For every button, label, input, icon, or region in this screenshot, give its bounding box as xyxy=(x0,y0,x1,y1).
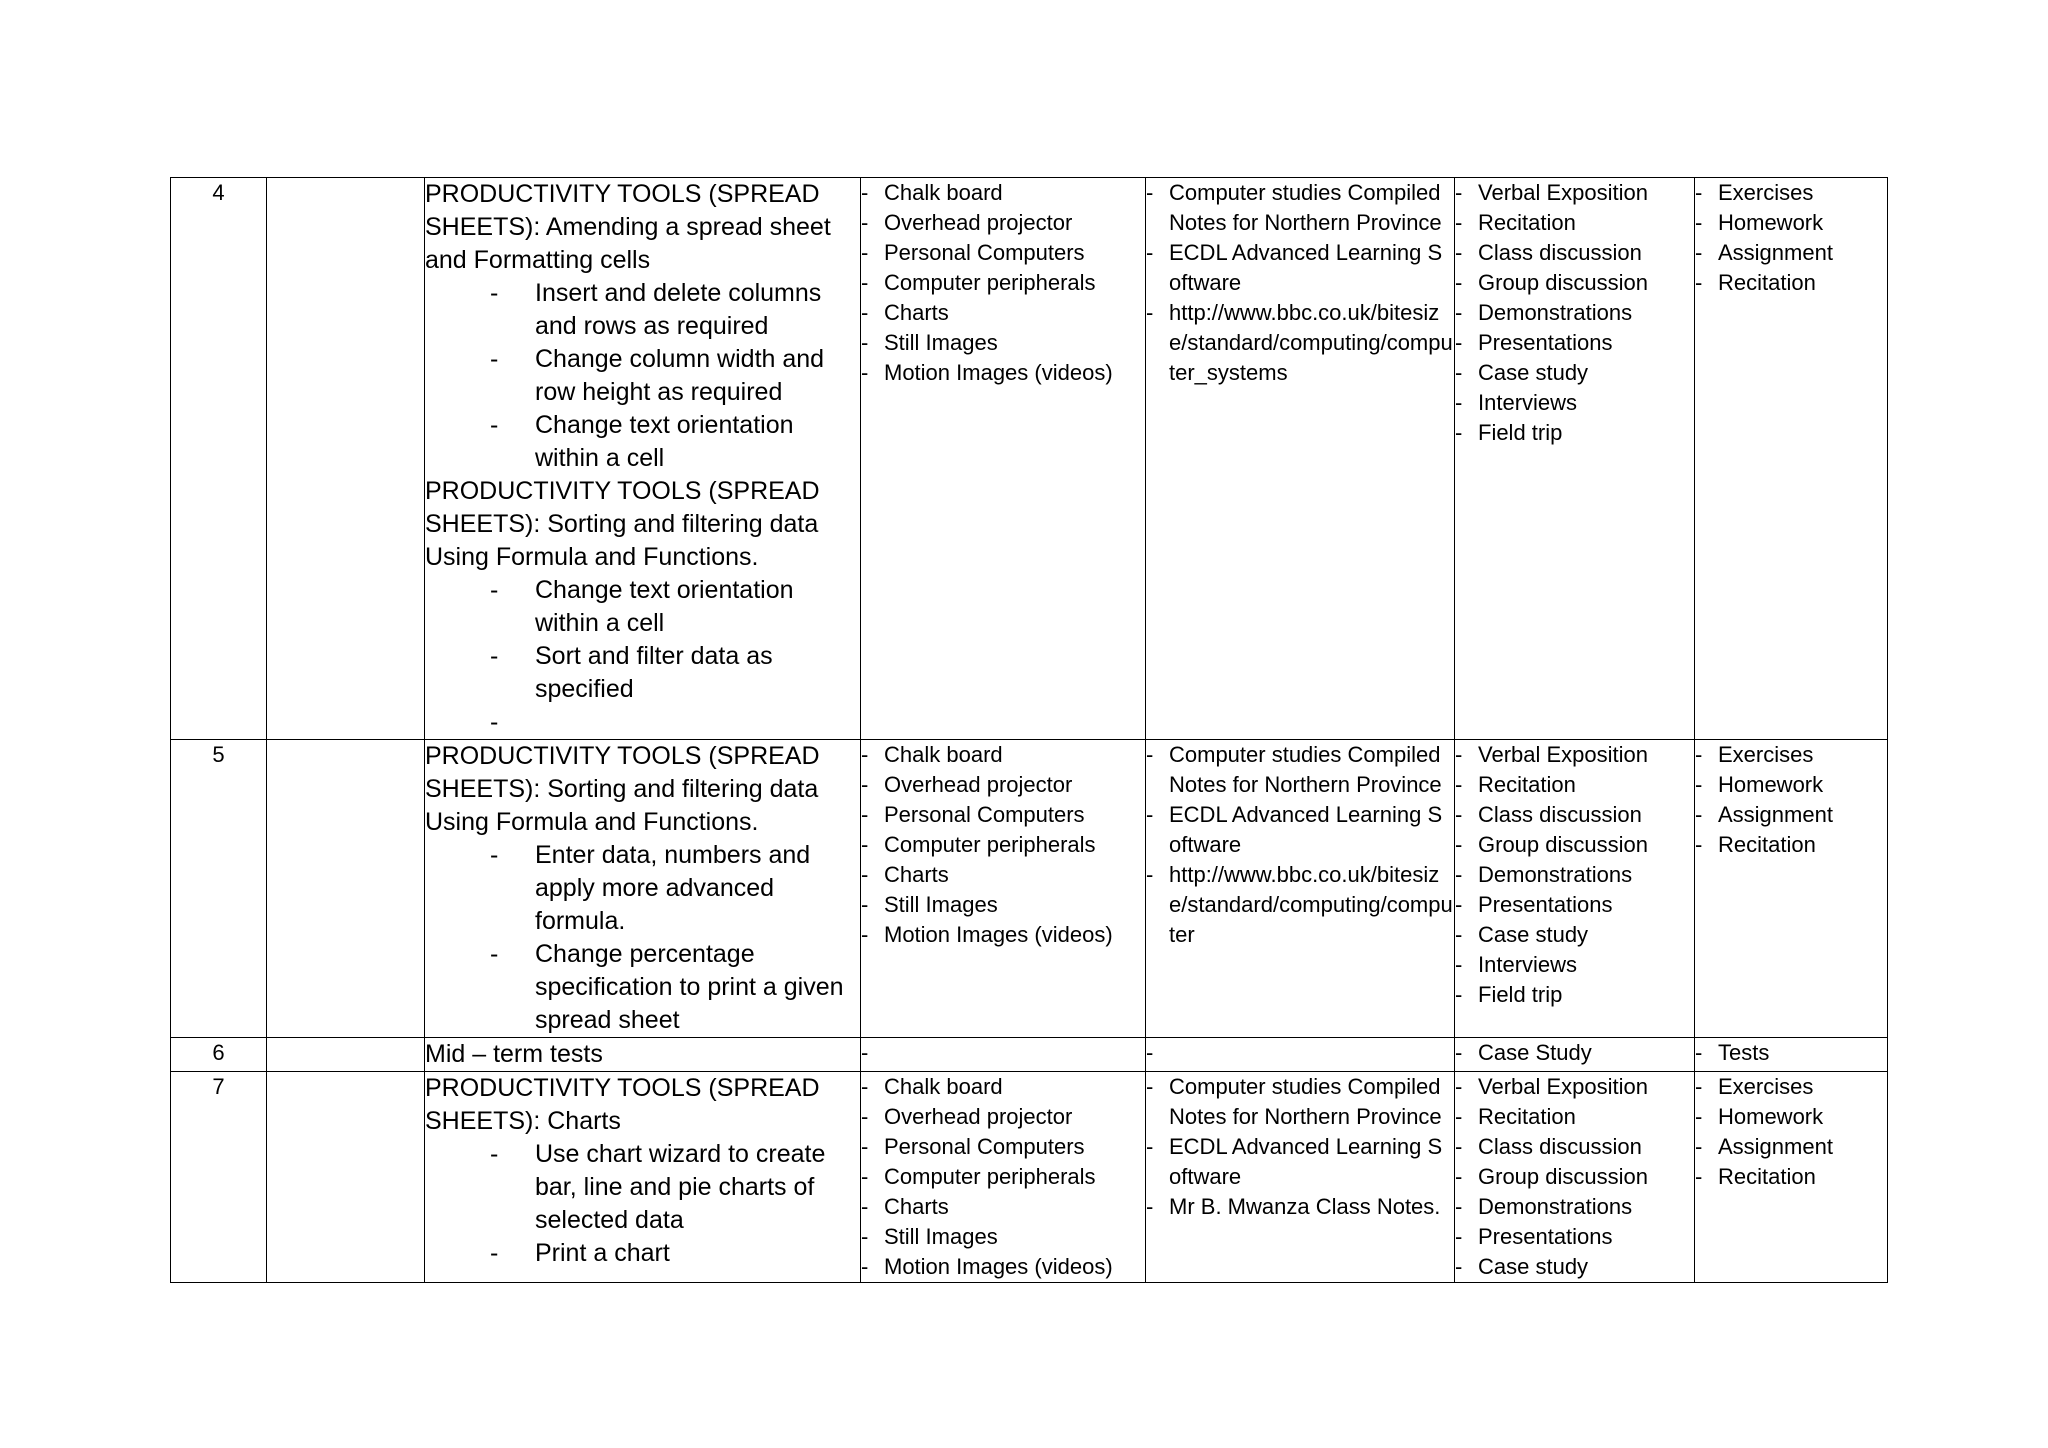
bullet-dash: - xyxy=(1455,390,1463,415)
method-item xyxy=(1455,208,1694,238)
subtopic-text: Change percentage specification to print a given spread sheet xyxy=(535,940,844,1034)
bullet-dash: - xyxy=(1455,772,1463,797)
bullet-dash: - xyxy=(490,841,499,869)
teaching-aid-item xyxy=(861,1132,1145,1162)
teaching-aid-item-text: Computer peripherals xyxy=(884,270,1096,295)
subtopic-text: Print a chart xyxy=(535,1239,670,1267)
reference-item-text: Mr B. Mwanza Class Notes. xyxy=(1169,1194,1441,1219)
bullet-dash: - xyxy=(861,1254,869,1279)
reference-item-text: ECDL Advanced Learning Software xyxy=(1169,1134,1443,1189)
method-item xyxy=(1455,1038,1694,1068)
assessment-item xyxy=(1695,238,1887,268)
bullet-dash: - xyxy=(861,300,869,325)
bullet-dash: - xyxy=(1695,1040,1703,1065)
bullet-dash: - xyxy=(1455,1134,1463,1159)
bullet-dash: - xyxy=(1455,180,1463,205)
assessment-item-text: Tests xyxy=(1718,1040,1770,1065)
method-item xyxy=(1455,358,1694,388)
bullet-dash: - xyxy=(1146,742,1154,767)
bullet-dash: - xyxy=(490,1239,499,1267)
date-cell xyxy=(267,1038,425,1072)
teaching-aid-item xyxy=(861,1162,1145,1192)
bullet-dash: - xyxy=(1695,240,1703,265)
reference-item-text: http://www.bbc.co.uk/bitesize/standard/computing/computer_systems xyxy=(1169,300,1453,385)
bullet-dash: - xyxy=(490,279,499,307)
method-item-text: Presentations xyxy=(1478,330,1613,355)
method-item xyxy=(1455,860,1694,890)
week-cell: 5 xyxy=(171,740,267,1038)
teaching-aid-item xyxy=(861,800,1145,830)
teaching-aid-item xyxy=(861,890,1145,920)
teaching-aid-item-text: Computer peripherals xyxy=(884,1164,1096,1189)
teaching-aid-item xyxy=(861,1252,1145,1282)
method-item-text: Class discussion xyxy=(1478,802,1642,827)
teaching-aid-item-text: Personal Computers xyxy=(884,240,1085,265)
method-item-text: Field trip xyxy=(1478,420,1563,445)
teaching-aid-item-text: Motion Images (videos) xyxy=(884,1254,1113,1279)
reference-item xyxy=(1146,1192,1454,1222)
bullet-dash: - xyxy=(861,802,869,827)
bullet-dash: - xyxy=(1455,1104,1463,1129)
bullet-dash: - xyxy=(1695,210,1703,235)
method-item-text: Demonstrations xyxy=(1478,1194,1633,1219)
teaching-aid-item xyxy=(861,1038,1145,1068)
method-item xyxy=(1455,890,1694,920)
subtopic-item xyxy=(425,1138,860,1237)
teaching-aid-item xyxy=(861,238,1145,268)
teaching-aids-cell xyxy=(861,740,1146,1038)
bullet-dash: - xyxy=(861,240,869,265)
teaching-aid-item-text xyxy=(884,1038,1145,1068)
bullet-dash: - xyxy=(1146,1194,1154,1219)
bullet-dash: - xyxy=(1455,360,1463,385)
subtopic-item xyxy=(425,574,860,640)
bullet-dash: - xyxy=(1455,802,1463,827)
assessment-item-text: Homework xyxy=(1718,772,1824,797)
bullet-dash: - xyxy=(490,411,499,439)
method-item-text: Case study xyxy=(1478,922,1589,947)
bullet-dash: - xyxy=(1455,270,1463,295)
method-item-text: Group discussion xyxy=(1478,1164,1648,1189)
teaching-aid-item xyxy=(861,298,1145,328)
teaching-aid-item-text: Chalk board xyxy=(884,180,1003,205)
reference-item xyxy=(1146,1038,1454,1068)
bullet-dash: - xyxy=(490,345,499,373)
method-item xyxy=(1455,1162,1694,1192)
reference-item-text: Computer studies Compiled Notes for Northern Province xyxy=(1169,180,1442,235)
bullet-dash: - xyxy=(861,1194,869,1219)
reference-item-text xyxy=(1169,1038,1454,1068)
teaching-aid-item xyxy=(861,1192,1145,1222)
assessment-cell xyxy=(1695,178,1888,740)
method-item xyxy=(1455,800,1694,830)
bullet-dash: - xyxy=(1146,300,1154,325)
assessment-item-text: Exercises xyxy=(1718,1074,1814,1099)
reference-item xyxy=(1146,298,1454,388)
assessment-item-text: Recitation xyxy=(1718,1164,1816,1189)
teaching-aid-item-text: Overhead projector xyxy=(884,210,1073,235)
reference-item-text: http://www.bbc.co.uk/bitesize/standard/computing/computer xyxy=(1169,862,1453,947)
topic-text: PRODUCTIVITY TOOLS (SPREAD SHEETS): Sorting and filtering data Using Formula and Functions. xyxy=(425,742,820,836)
bullet-dash: - xyxy=(861,360,869,385)
table-row xyxy=(171,1072,1888,1283)
subtopic-text: Change text orientation within a cell xyxy=(535,411,794,472)
week-cell: 6 xyxy=(171,1038,267,1072)
assessment-cell xyxy=(1695,740,1888,1038)
bullet-dash: - xyxy=(1455,420,1463,445)
reference-item xyxy=(1146,238,1454,298)
method-item xyxy=(1455,740,1694,770)
teaching-aids-cell xyxy=(861,1038,1146,1072)
method-item-text: Class discussion xyxy=(1478,240,1642,265)
bullet-dash: - xyxy=(1695,1074,1703,1099)
method-item xyxy=(1455,1132,1694,1162)
assessment-item xyxy=(1695,208,1887,238)
bullet-dash: - xyxy=(1695,832,1703,857)
method-item xyxy=(1455,298,1694,328)
assessment-item xyxy=(1695,1072,1887,1102)
assessment-item xyxy=(1695,178,1887,208)
teaching-aid-item-text: Chalk board xyxy=(884,1074,1003,1099)
teaching-aid-item-text: Still Images xyxy=(884,1224,998,1249)
bullet-dash: - xyxy=(1455,892,1463,917)
references-cell xyxy=(1146,178,1455,740)
teaching-aid-item xyxy=(861,328,1145,358)
references-cell xyxy=(1146,740,1455,1038)
reference-item xyxy=(1146,800,1454,860)
subtopic-text xyxy=(535,706,860,739)
method-item xyxy=(1455,770,1694,800)
bullet-dash: - xyxy=(1455,330,1463,355)
bullet-dash: - xyxy=(861,892,869,917)
week-cell: 7 xyxy=(171,1072,267,1283)
method-item-text: Verbal Exposition xyxy=(1478,742,1648,767)
bullet-dash: - xyxy=(1455,982,1463,1007)
bullet-dash: - xyxy=(861,1164,869,1189)
bullet-dash: - xyxy=(1455,300,1463,325)
bullet-dash: - xyxy=(1455,1194,1463,1219)
subtopic-item xyxy=(425,1237,860,1270)
bullet-dash: - xyxy=(1146,862,1154,887)
bullet-dash: - xyxy=(861,1074,869,1099)
method-item-text: Case Study xyxy=(1478,1040,1592,1065)
teaching-aid-item xyxy=(861,268,1145,298)
subtopic-item xyxy=(425,277,860,343)
reference-item xyxy=(1146,1132,1454,1192)
bullet-dash: - xyxy=(1455,1074,1463,1099)
teaching-aid-item-text: Motion Images (videos) xyxy=(884,360,1113,385)
bullet-dash: - xyxy=(1455,742,1463,767)
method-item-text: Field trip xyxy=(1478,982,1563,1007)
method-item-text: Recitation xyxy=(1478,210,1576,235)
method-item xyxy=(1455,1252,1694,1282)
bullet-dash: - xyxy=(861,270,869,295)
table-row xyxy=(171,1038,1888,1072)
methods-cell xyxy=(1455,1038,1695,1072)
bullet-dash: - xyxy=(1455,1164,1463,1189)
method-item xyxy=(1455,1102,1694,1132)
teaching-aid-item-text: Personal Computers xyxy=(884,1134,1085,1159)
teaching-aid-item-text: Chalk board xyxy=(884,742,1003,767)
bullet-dash: - xyxy=(1695,1104,1703,1129)
bullet-dash: - xyxy=(1455,1224,1463,1249)
bullet-dash: - xyxy=(861,742,869,767)
method-item-text: Class discussion xyxy=(1478,1134,1642,1159)
assessment-item-text: Assignment xyxy=(1718,240,1833,265)
method-item-text: Presentations xyxy=(1478,892,1613,917)
bullet-dash: - xyxy=(1695,772,1703,797)
bullet-dash: - xyxy=(1455,922,1463,947)
teaching-aid-item-text: Computer peripherals xyxy=(884,832,1096,857)
bullet-dash: - xyxy=(1146,240,1154,265)
method-item-text: Case study xyxy=(1478,360,1589,385)
methods-cell xyxy=(1455,1072,1695,1283)
bullet-dash: - xyxy=(1695,1134,1703,1159)
reference-item-text: Computer studies Compiled Notes for Northern Province xyxy=(1169,742,1442,797)
assessment-item xyxy=(1695,830,1887,860)
table-row xyxy=(171,178,1888,740)
method-item xyxy=(1455,268,1694,298)
topic-text: Mid – term tests xyxy=(425,1040,603,1068)
method-item xyxy=(1455,980,1694,1010)
references-cell xyxy=(1146,1072,1455,1283)
method-item xyxy=(1455,178,1694,208)
method-item-text: Verbal Exposition xyxy=(1478,1074,1648,1099)
bullet-dash: - xyxy=(1146,180,1154,205)
bullet-dash: - xyxy=(861,772,869,797)
teaching-aid-item xyxy=(861,860,1145,890)
bullet-dash: - xyxy=(490,708,499,736)
subtopic-item xyxy=(425,409,860,475)
topic-cell xyxy=(425,178,861,740)
reference-item xyxy=(1146,1072,1454,1132)
assessment-item xyxy=(1695,1102,1887,1132)
bullet-dash: - xyxy=(490,940,499,968)
teaching-aid-item-text: Still Images xyxy=(884,330,998,355)
bullet-dash: - xyxy=(1455,210,1463,235)
bullet-dash: - xyxy=(861,1134,869,1159)
assessment-cell xyxy=(1695,1038,1888,1072)
assessment-item-text: Homework xyxy=(1718,210,1824,235)
method-item xyxy=(1455,1192,1694,1222)
assessment-item xyxy=(1695,1132,1887,1162)
bullet-dash: - xyxy=(490,576,499,604)
bullet-dash: - xyxy=(490,642,499,670)
method-item-text: Demonstrations xyxy=(1478,862,1633,887)
assessment-item xyxy=(1695,268,1887,298)
bullet-dash: - xyxy=(1695,270,1703,295)
table-row xyxy=(171,740,1888,1038)
assessment-item-text: Homework xyxy=(1718,1104,1824,1129)
teaching-aids-cell xyxy=(861,178,1146,740)
bullet-dash: - xyxy=(1455,1254,1463,1279)
teaching-aids-cell xyxy=(861,1072,1146,1283)
subtopic-text: Sort and filter data as specified xyxy=(535,642,773,703)
reference-item-text: ECDL Advanced Learning Software xyxy=(1169,240,1443,295)
teaching-aid-item xyxy=(861,830,1145,860)
bullet-dash: - xyxy=(1695,742,1703,767)
bullet-dash: - xyxy=(1146,1074,1154,1099)
teaching-aid-item-text: Charts xyxy=(884,300,949,325)
subtopic-text: Change column width and row height as required xyxy=(535,345,825,406)
teaching-aid-item xyxy=(861,1072,1145,1102)
bullet-dash: - xyxy=(861,1040,869,1065)
bullet-dash: - xyxy=(1455,240,1463,265)
teaching-aid-item xyxy=(861,740,1145,770)
bullet-dash: - xyxy=(1455,862,1463,887)
assessment-item-text: Assignment xyxy=(1718,802,1833,827)
method-item-text: Verbal Exposition xyxy=(1478,180,1648,205)
method-item xyxy=(1455,328,1694,358)
date-cell xyxy=(267,1072,425,1283)
subtopic-item xyxy=(425,839,860,938)
teaching-aid-item-text: Personal Computers xyxy=(884,802,1085,827)
topic-cell xyxy=(425,1038,861,1072)
bullet-dash: - xyxy=(1455,832,1463,857)
topic-text: PRODUCTIVITY TOOLS (SPREAD SHEETS): Amending a spread sheet and Formatting cells xyxy=(425,180,831,274)
reference-item-text: Computer studies Compiled Notes for Northern Province xyxy=(1169,1074,1442,1129)
assessment-item xyxy=(1695,740,1887,770)
method-item xyxy=(1455,388,1694,418)
methods-cell xyxy=(1455,178,1695,740)
method-item xyxy=(1455,830,1694,860)
method-item-text: Interviews xyxy=(1478,952,1578,977)
bullet-dash: - xyxy=(861,862,869,887)
method-item-text: Group discussion xyxy=(1478,832,1648,857)
references-cell xyxy=(1146,1038,1455,1072)
teaching-aid-item-text: Overhead projector xyxy=(884,1104,1073,1129)
teaching-aid-item xyxy=(861,1102,1145,1132)
bullet-dash: - xyxy=(1146,1040,1154,1065)
bullet-dash: - xyxy=(861,180,869,205)
bullet-dash: - xyxy=(861,1104,869,1129)
assessment-item-text: Recitation xyxy=(1718,270,1816,295)
bullet-dash: - xyxy=(1695,802,1703,827)
assessment-item xyxy=(1695,770,1887,800)
scheme-of-work-table xyxy=(170,177,1888,1283)
topic-cell xyxy=(425,1072,861,1283)
teaching-aid-item xyxy=(861,358,1145,388)
reference-item-text: ECDL Advanced Learning Software xyxy=(1169,802,1443,857)
assessment-cell xyxy=(1695,1072,1888,1283)
teaching-aid-item xyxy=(861,920,1145,950)
assessment-item xyxy=(1695,1162,1887,1192)
topic-cell xyxy=(425,740,861,1038)
method-item-text: Interviews xyxy=(1478,390,1578,415)
bullet-dash: - xyxy=(490,1140,499,1168)
method-item xyxy=(1455,1072,1694,1102)
assessment-item xyxy=(1695,800,1887,830)
bullet-dash: - xyxy=(861,922,869,947)
methods-cell xyxy=(1455,740,1695,1038)
date-cell xyxy=(267,178,425,740)
bullet-dash: - xyxy=(861,832,869,857)
teaching-aid-item-text: Overhead projector xyxy=(884,772,1073,797)
bullet-dash: - xyxy=(1695,1164,1703,1189)
bullet-dash: - xyxy=(1695,180,1703,205)
reference-item xyxy=(1146,740,1454,800)
assessment-item-text: Assignment xyxy=(1718,1134,1833,1159)
method-item-text: Recitation xyxy=(1478,772,1576,797)
method-item xyxy=(1455,920,1694,950)
topic-text: PRODUCTIVITY TOOLS (SPREAD SHEETS): Charts xyxy=(425,1074,820,1135)
teaching-aid-item-text: Charts xyxy=(884,862,949,887)
assessment-item xyxy=(1695,1038,1887,1068)
teaching-aid-item-text: Motion Images (videos) xyxy=(884,922,1113,947)
subtopic-text: Insert and delete columns and rows as required xyxy=(535,279,822,340)
bullet-dash: - xyxy=(1146,1134,1154,1159)
reference-item xyxy=(1146,860,1454,950)
subtopic-text: Change text orientation within a cell xyxy=(535,576,794,637)
method-item-text: Case study xyxy=(1478,1254,1589,1279)
teaching-aid-item-text: Still Images xyxy=(884,892,998,917)
method-item xyxy=(1455,418,1694,448)
teaching-aid-item xyxy=(861,178,1145,208)
method-item xyxy=(1455,238,1694,268)
method-item-text: Recitation xyxy=(1478,1104,1576,1129)
method-item xyxy=(1455,950,1694,980)
reference-item xyxy=(1146,178,1454,238)
week-cell: 4 xyxy=(171,178,267,740)
method-item-text: Group discussion xyxy=(1478,270,1648,295)
date-cell xyxy=(267,740,425,1038)
subtopic-item xyxy=(425,706,860,739)
subtopic-item xyxy=(425,938,860,1037)
assessment-item-text: Exercises xyxy=(1718,742,1814,767)
bullet-dash: - xyxy=(861,210,869,235)
bullet-dash: - xyxy=(1455,952,1463,977)
subtopic-text: Enter data, numbers and apply more advanced formula. xyxy=(535,841,811,935)
bullet-dash: - xyxy=(861,1224,869,1249)
method-item-text: Presentations xyxy=(1478,1224,1613,1249)
subtopic-text: Use chart wizard to create bar, line and pie charts of selected data xyxy=(535,1140,826,1234)
teaching-aid-item xyxy=(861,208,1145,238)
assessment-item-text: Exercises xyxy=(1718,180,1814,205)
method-item xyxy=(1455,1222,1694,1252)
teaching-aid-item xyxy=(861,1222,1145,1252)
assessment-item-text: Recitation xyxy=(1718,832,1816,857)
bullet-dash: - xyxy=(861,330,869,355)
bullet-dash: - xyxy=(1146,802,1154,827)
teaching-aid-item xyxy=(861,770,1145,800)
method-item-text: Demonstrations xyxy=(1478,300,1633,325)
teaching-aid-item-text: Charts xyxy=(884,1194,949,1219)
topic-text: PRODUCTIVITY TOOLS (SPREAD SHEETS): Sorting and filtering data Using Formula and Functions. xyxy=(425,477,820,571)
bullet-dash: - xyxy=(1455,1040,1463,1065)
subtopic-item xyxy=(425,640,860,706)
subtopic-item xyxy=(425,343,860,409)
